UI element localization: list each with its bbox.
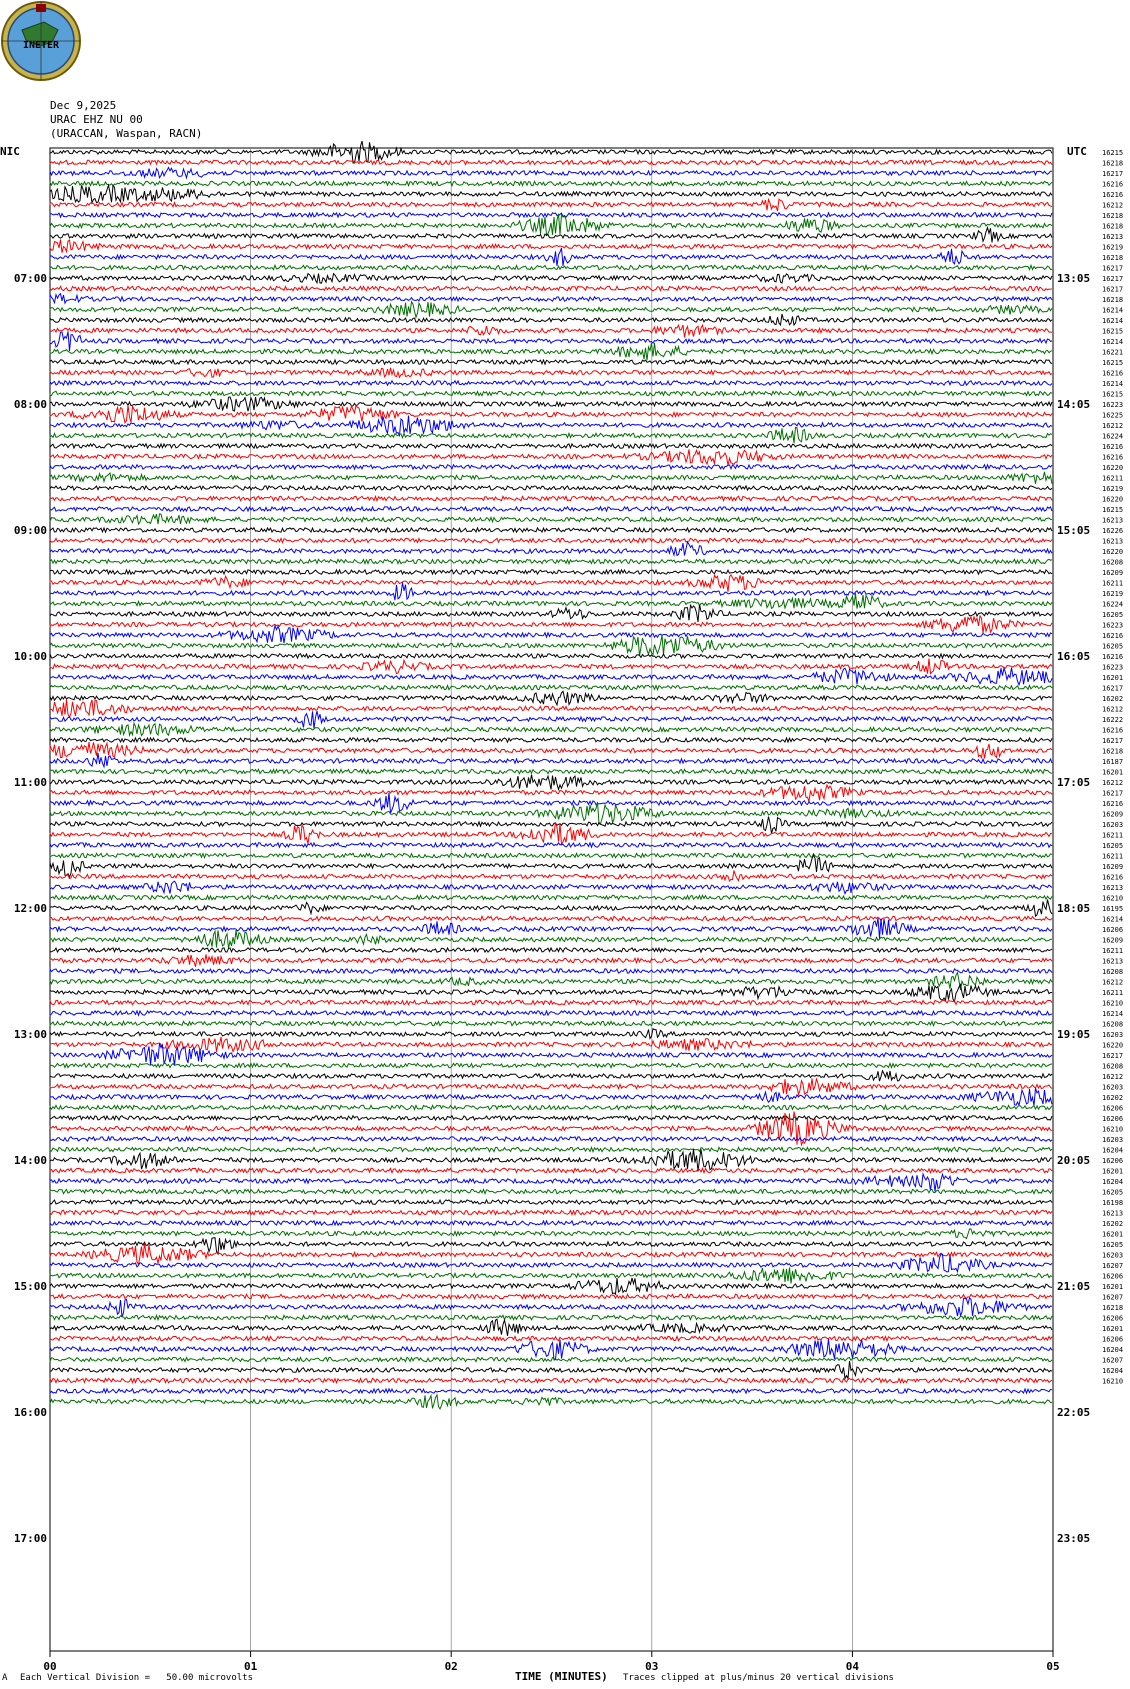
seismic-trace — [50, 948, 1052, 952]
trace-baseline-value: 16201 — [1102, 768, 1124, 777]
trace-baseline-value: 16220 — [1102, 1041, 1124, 1050]
trace-baseline-value: 16220 — [1102, 495, 1124, 504]
trace-baseline-value: 16218 — [1102, 222, 1124, 231]
right-hour-label: 14:05 — [1057, 398, 1091, 411]
trace-baseline-value: 16214 — [1102, 338, 1124, 346]
seismic-trace — [50, 274, 1052, 284]
seismic-trace — [50, 1221, 1052, 1225]
seismic-trace — [50, 753, 1052, 767]
station-code: URAC EHZ NU 00 — [50, 113, 143, 126]
trace-baseline-value: 16202 — [1102, 695, 1124, 703]
trace-baseline-value: 16216 — [1102, 653, 1124, 661]
seismic-trace — [50, 775, 1052, 790]
trace-baseline-value: 16213 — [1102, 516, 1124, 525]
trace-baseline-value: 16216 — [1102, 726, 1124, 735]
trace-baseline-value: 16211 — [1102, 474, 1124, 483]
seismic-trace — [50, 538, 1052, 542]
x-axis-label: TIME (MINUTES) — [515, 1670, 608, 1683]
seismic-trace — [50, 1315, 1052, 1319]
seismic-trace — [50, 1319, 1052, 1336]
seismic-trace — [50, 240, 1052, 253]
seismic-trace — [50, 570, 1052, 574]
seismic-trace — [50, 1063, 1052, 1067]
seismic-trace — [50, 1011, 1052, 1015]
trace-baseline-value: 16226 — [1102, 527, 1124, 535]
seismic-traces — [50, 141, 1052, 1409]
trace-baseline-value: 16203 — [1102, 1251, 1124, 1260]
x-tick-label: 05 — [1046, 1660, 1060, 1673]
trace-baseline-value: 16219 — [1102, 485, 1124, 493]
seismic-trace — [50, 1254, 1052, 1272]
seismic-trace — [50, 700, 1052, 717]
trace-baseline-value: 16203 — [1102, 821, 1124, 829]
seismic-trace — [50, 465, 1052, 469]
seismic-trace — [50, 1021, 1052, 1025]
seismic-trace — [50, 1294, 1052, 1298]
trace-baseline-value: 16204 — [1102, 1367, 1124, 1375]
left-hour-label: 08:00 — [13, 398, 47, 411]
trace-baseline-value: 16207 — [1102, 1262, 1124, 1270]
left-hour-label: 13:00 — [13, 1028, 47, 1041]
right-hour-label: 18:05 — [1057, 902, 1091, 915]
trace-baseline-value: 16218 — [1102, 747, 1124, 756]
seismic-trace — [50, 1339, 1052, 1360]
seismic-trace — [50, 213, 1052, 217]
trace-baseline-value: 16203 — [1102, 1031, 1124, 1039]
trace-baseline-value: 16195 — [1102, 905, 1124, 913]
trace-baseline-value: 16207 — [1102, 1356, 1124, 1365]
trace-baseline-value: 16214 — [1102, 1010, 1124, 1018]
seismic-trace — [50, 405, 1052, 423]
seismic-trace — [50, 1395, 1052, 1409]
trace-baseline-value: 16212 — [1102, 705, 1124, 714]
seismic-trace — [50, 514, 1052, 524]
x-tick-label: 04 — [845, 1660, 860, 1673]
right-hour-label: 21:05 — [1057, 1280, 1091, 1293]
trace-baseline-value: 16218 — [1102, 1304, 1124, 1312]
left-hour-label: 12:00 — [13, 902, 47, 915]
trace-baseline-value: 16208 — [1102, 558, 1124, 567]
seismic-trace — [50, 1378, 1052, 1382]
seismic-trace — [50, 397, 1052, 411]
seismic-trace — [50, 1168, 1052, 1172]
corner-mark: A — [2, 1673, 8, 1683]
seismic-trace — [50, 691, 1052, 705]
trace-baseline-value: 16212 — [1102, 201, 1124, 210]
seismic-trace — [50, 542, 1052, 556]
seismic-trace — [50, 895, 1052, 899]
trace-baseline-value: 16212 — [1102, 1073, 1124, 1081]
trace-baseline-value: 16202 — [1102, 1094, 1124, 1102]
seismic-trace — [50, 1116, 1052, 1120]
trace-baseline-value: 16213 — [1102, 233, 1124, 241]
trace-baseline-value: 16206 — [1102, 1314, 1124, 1323]
seismic-trace — [50, 228, 1052, 243]
seismic-trace — [50, 199, 1052, 211]
seismic-trace — [50, 659, 1052, 674]
seismic-trace — [50, 528, 1052, 532]
trace-baseline-value: 16209 — [1102, 569, 1124, 577]
trace-baseline-value: 16211 — [1102, 579, 1124, 588]
seismic-trace — [50, 1088, 1052, 1106]
seismic-trace — [50, 332, 1052, 351]
seismic-trace — [50, 160, 1052, 164]
right-hour-label: 23:05 — [1057, 1532, 1091, 1545]
seismic-trace — [50, 360, 1052, 364]
trace-baseline-value: 16216 — [1102, 180, 1124, 189]
trace-baseline-value: 16206 — [1102, 1104, 1124, 1113]
trace-baseline-value: 16206 — [1102, 1157, 1124, 1165]
trace-baseline-value: 16201 — [1102, 1167, 1124, 1176]
seismic-trace — [50, 1389, 1052, 1393]
seismic-trace — [50, 1071, 1052, 1081]
right-hour-label: 17:05 — [1057, 776, 1091, 789]
trace-baseline-value: 16210 — [1102, 1125, 1124, 1134]
seismic-trace — [50, 685, 1052, 689]
seismic-trace — [50, 1147, 1052, 1151]
seismic-trace — [50, 853, 1052, 857]
seismic-trace — [50, 616, 1052, 633]
seismic-trace — [50, 343, 1052, 360]
trace-baseline-value: 16217 — [1102, 684, 1124, 693]
left-hour-label: 10:00 — [13, 650, 47, 663]
seismic-trace — [50, 141, 1052, 163]
trace-baseline-value: 16216 — [1102, 191, 1124, 199]
right-hour-label: 13:05 — [1057, 272, 1091, 285]
trace-baseline-value: 16216 — [1102, 453, 1124, 462]
seismic-trace — [50, 428, 1052, 444]
trace-baseline-value: 16218 — [1102, 159, 1124, 168]
seismic-trace — [50, 605, 1052, 622]
seismic-trace — [50, 593, 1052, 608]
seismic-trace — [50, 1336, 1052, 1340]
seismic-trace — [50, 930, 1052, 948]
trace-baseline-value: 16210 — [1102, 999, 1124, 1008]
trace-baseline-value: 16216 — [1102, 443, 1124, 451]
trace-baseline-value: 16208 — [1102, 968, 1124, 976]
trace-baseline-value: 16207 — [1102, 1293, 1124, 1302]
left-timezone-label: NIC — [0, 145, 20, 158]
seismic-trace — [50, 969, 1052, 973]
trace-baseline-value: 16215 — [1102, 506, 1124, 514]
trace-baseline-value: 16213 — [1102, 1209, 1124, 1218]
seismic-trace — [50, 881, 1052, 893]
trace-baseline-value: 16205 — [1102, 842, 1124, 850]
seismic-trace — [50, 1268, 1052, 1284]
left-hour-label: 09:00 — [13, 524, 47, 537]
seismic-trace — [50, 185, 1052, 203]
right-timezone-label: UTC — [1067, 145, 1087, 158]
right-hour-label: 19:05 — [1057, 1028, 1091, 1041]
seismic-trace — [50, 1357, 1052, 1361]
seismic-trace — [50, 1043, 1052, 1065]
seismic-trace — [50, 449, 1052, 465]
seismic-trace — [50, 668, 1052, 685]
seismic-trace — [50, 325, 1052, 338]
trace-baseline-value: 16209 — [1102, 936, 1124, 945]
trace-baseline-value: 16215 — [1102, 390, 1124, 399]
trace-baseline-value: 16219 — [1102, 243, 1124, 252]
right-hour-label: 20:05 — [1057, 1154, 1091, 1167]
seismic-trace — [50, 496, 1052, 500]
trace-baseline-value: 16206 — [1102, 1272, 1124, 1281]
plot-date: Dec 9,2025 — [50, 99, 117, 112]
seismic-trace — [50, 723, 1052, 735]
seismic-trace — [50, 817, 1052, 834]
left-hour-label: 17:00 — [13, 1532, 47, 1545]
trace-baseline-value: 16205 — [1102, 642, 1124, 651]
trace-baseline-value: 16218 — [1102, 296, 1124, 304]
x-tick-label: 02 — [444, 1660, 458, 1673]
trace-baseline-value: 16211 — [1102, 852, 1124, 861]
seismic-trace — [50, 711, 1052, 728]
trace-baseline-value: 16203 — [1102, 1136, 1124, 1144]
left-hour-label: 14:00 — [13, 1154, 47, 1167]
seismic-trace — [50, 314, 1052, 325]
trace-baseline-value: 16224 — [1102, 600, 1124, 609]
scale-note: Each Vertical Division = 50.00 microvolts — [20, 1673, 253, 1683]
x-tick-label: 00 — [43, 1660, 57, 1673]
seismic-trace — [50, 486, 1052, 490]
trace-baseline-value: 16204 — [1102, 1346, 1124, 1354]
trace-baseline-value: 16223 — [1102, 663, 1124, 672]
seismic-trace — [50, 381, 1052, 385]
left-hour-label: 16:00 — [13, 1406, 47, 1419]
seismic-trace — [50, 472, 1052, 484]
trace-baseline-value: 16222 — [1102, 716, 1124, 724]
trace-baseline-value: 16220 — [1102, 464, 1124, 472]
trace-baseline-value: 16204 — [1102, 1146, 1124, 1155]
seismic-trace — [50, 626, 1052, 643]
seismic-trace — [50, 168, 1052, 178]
trace-baseline-value: 16218 — [1102, 254, 1124, 262]
seismic-trace — [50, 286, 1052, 290]
trace-baseline-value: 16212 — [1102, 422, 1124, 430]
trace-baseline-value: 16205 — [1102, 1188, 1124, 1197]
trace-baseline-value: 16215 — [1102, 359, 1124, 367]
trace-baseline-value: 16216 — [1102, 873, 1124, 882]
trace-baseline-value: 16214 — [1102, 317, 1124, 325]
trace-baseline-value: 16223 — [1102, 621, 1124, 630]
trace-baseline-labels — [1102, 149, 1123, 1386]
seismic-trace — [50, 742, 1052, 758]
trace-baseline-value: 16206 — [1102, 926, 1124, 934]
trace-baseline-value: 16203 — [1102, 1083, 1124, 1092]
trace-baseline-value: 16216 — [1102, 632, 1124, 640]
trace-baseline-value: 16211 — [1102, 989, 1124, 997]
seismic-trace — [50, 214, 1052, 235]
trace-baseline-value: 16217 — [1102, 285, 1124, 294]
trace-baseline-value: 16217 — [1102, 789, 1124, 798]
seismic-trace — [50, 181, 1052, 185]
trace-baseline-value: 16213 — [1102, 537, 1124, 546]
trace-baseline-value: 16217 — [1102, 1052, 1124, 1060]
seismic-trace — [50, 248, 1052, 266]
trace-baseline-value: 16220 — [1102, 548, 1124, 556]
seismic-trace — [50, 1078, 1052, 1094]
trace-baseline-value: 16217 — [1102, 275, 1124, 283]
seismic-trace — [50, 843, 1052, 847]
trace-baseline-value: 16206 — [1102, 1115, 1124, 1123]
trace-baseline-value: 16214 — [1102, 380, 1124, 388]
seismic-trace — [50, 265, 1052, 269]
trace-baseline-value: 16217 — [1102, 264, 1124, 273]
seismic-trace — [50, 1298, 1052, 1317]
seismic-trace — [50, 507, 1052, 511]
trace-baseline-value: 16210 — [1102, 1377, 1124, 1386]
seismic-trace — [50, 302, 1052, 318]
left-hour-label: 11:00 — [13, 776, 47, 789]
seismic-trace — [50, 918, 1052, 938]
seismic-trace — [50, 1278, 1052, 1294]
trace-baseline-value: 16225 — [1102, 411, 1124, 420]
seismic-trace — [50, 575, 1052, 592]
trace-baseline-value: 16205 — [1102, 611, 1124, 619]
seismic-trace — [50, 1238, 1052, 1254]
seismic-trace — [50, 1244, 1052, 1265]
seismic-trace — [50, 444, 1052, 448]
trace-baseline-value: 16211 — [1102, 831, 1124, 840]
seismic-trace — [50, 985, 1052, 1002]
clip-note: Traces clipped at plus/minus 20 vertical divisions — [623, 1673, 894, 1683]
trace-baseline-value: 16216 — [1102, 800, 1124, 808]
seismic-trace — [50, 793, 1052, 814]
trace-baseline-value: 16211 — [1102, 947, 1124, 955]
trace-baseline-value: 16187 — [1102, 758, 1124, 766]
trace-baseline-value: 16224 — [1102, 432, 1124, 441]
left-hour-label: 15:00 — [13, 1280, 47, 1293]
seismic-trace — [50, 559, 1052, 563]
seismic-trace — [50, 368, 1052, 378]
seismic-trace — [50, 416, 1052, 436]
seismic-trace — [50, 635, 1052, 656]
trace-baseline-value: 16202 — [1102, 1220, 1124, 1228]
trace-baseline-value: 16215 — [1102, 149, 1124, 157]
seismic-trace — [50, 900, 1052, 917]
trace-baseline-value: 16201 — [1102, 1325, 1124, 1333]
trace-baseline-value: 16214 — [1102, 915, 1124, 924]
trace-baseline-value: 16198 — [1102, 1199, 1124, 1207]
right-hour-label: 15:05 — [1057, 524, 1091, 537]
trace-baseline-value: 16213 — [1102, 957, 1124, 966]
seismic-trace — [50, 391, 1052, 395]
seismic-trace — [50, 916, 1052, 920]
right-hour-label: 22:05 — [1057, 1406, 1091, 1419]
seismic-trace — [50, 1361, 1052, 1379]
seismic-trace — [50, 1200, 1052, 1204]
trace-baseline-value: 16218 — [1102, 212, 1124, 220]
seismic-trace — [50, 654, 1052, 658]
seismic-trace — [50, 769, 1052, 773]
trace-baseline-value: 16208 — [1102, 1062, 1124, 1071]
logo-text: INETER — [22, 40, 60, 51]
trace-baseline-value: 16219 — [1102, 590, 1124, 598]
seismic-trace — [50, 294, 1052, 304]
trace-baseline-value: 16217 — [1102, 170, 1124, 178]
trace-baseline-value: 16217 — [1102, 737, 1124, 745]
seismic-trace — [50, 1137, 1052, 1141]
trace-baseline-value: 16205 — [1102, 1241, 1124, 1249]
trace-baseline-value: 16221 — [1102, 348, 1124, 357]
seismic-trace — [50, 871, 1052, 882]
seismic-trace — [50, 1105, 1052, 1109]
trace-baseline-value: 16216 — [1102, 369, 1124, 378]
x-tick-label: 01 — [243, 1660, 258, 1673]
trace-baseline-value: 16209 — [1102, 810, 1124, 819]
x-tick-label: 03 — [645, 1660, 659, 1673]
right-hour-label: 16:05 — [1057, 650, 1091, 663]
trace-baseline-value: 16201 — [1102, 674, 1124, 682]
seismic-trace — [50, 1210, 1052, 1214]
seismic-trace — [50, 973, 1052, 991]
seismic-trace — [50, 1174, 1052, 1191]
trace-baseline-value: 16208 — [1102, 1020, 1124, 1029]
seismic-trace — [50, 738, 1052, 742]
trace-baseline-value: 16223 — [1102, 401, 1124, 409]
trace-baseline-value: 16209 — [1102, 863, 1124, 871]
trace-baseline-value: 16214 — [1102, 306, 1124, 315]
trace-baseline-value: 16210 — [1102, 894, 1124, 903]
left-hour-label: 07:00 — [13, 272, 47, 285]
seismic-trace — [50, 1229, 1052, 1239]
trace-baseline-value: 16201 — [1102, 1283, 1124, 1291]
seismic-trace — [50, 1000, 1052, 1004]
trace-baseline-value: 16215 — [1102, 327, 1124, 336]
trace-baseline-value: 16201 — [1102, 1230, 1124, 1239]
seismic-trace — [50, 954, 1052, 966]
trace-baseline-value: 16206 — [1102, 1335, 1124, 1344]
trace-baseline-value: 16204 — [1102, 1178, 1124, 1186]
trace-baseline-value: 16212 — [1102, 779, 1124, 787]
station-location: (URACCAN, Waspan, RACN) — [50, 127, 203, 140]
trace-baseline-value: 16212 — [1102, 978, 1124, 987]
seismic-trace — [50, 1029, 1052, 1039]
seismic-trace — [50, 1189, 1052, 1193]
trace-baseline-value: 16213 — [1102, 884, 1124, 892]
